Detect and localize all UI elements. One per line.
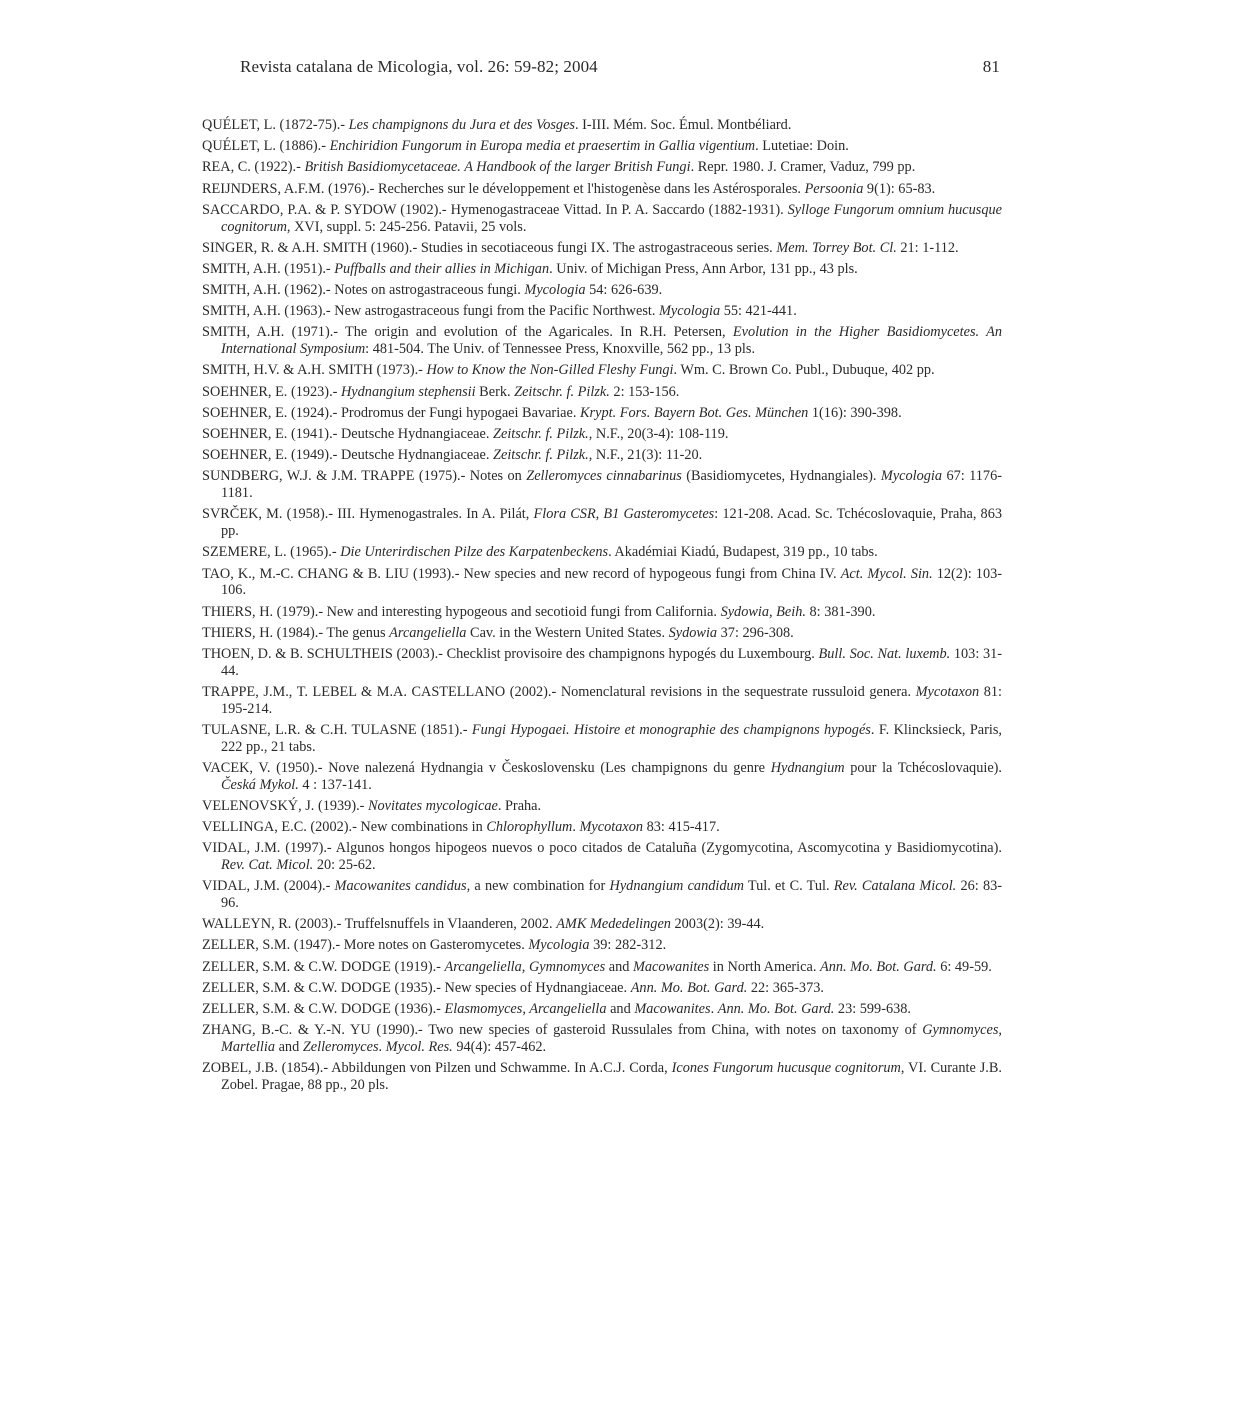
reference-text-segment: REA, C. (1922).- xyxy=(202,159,305,176)
reference-entry xyxy=(202,384,1002,401)
reference-entry xyxy=(202,506,1002,540)
reference-italic-segment: Hydnangium candidum xyxy=(609,878,744,895)
reference-list xyxy=(202,117,1002,1098)
reference-text-segment: , N.F., 20(3-4): 108-119. xyxy=(588,426,729,443)
reference-text-segment: VIDAL, J.M. (2004).- xyxy=(202,878,335,895)
reference-entry xyxy=(202,798,1002,815)
reference-italic-segment: Evolution in the Higher Basidiomycetes. An International Symposium xyxy=(221,324,1002,358)
reference-text-segment: 8: 381-390. xyxy=(805,603,876,620)
reference-text-segment: ZELLER, S.M. & C.W. DODGE (1936).- xyxy=(202,1000,445,1017)
reference-text-segment: SOEHNER, E. (1941).- Deutsche Hydnangiaceae. xyxy=(202,426,494,443)
reference-text-segment: SMITH, A.H. (1971).- The origin and evolution of the Agaricales. In R.H. Petersen, xyxy=(202,324,733,341)
reference-entry xyxy=(202,362,1002,379)
reference-entry xyxy=(202,840,1002,874)
reference-text-segment: , XVI, suppl. 5: 245-256. Patavii, 25 vols. xyxy=(286,218,527,235)
reference-text-segment: . xyxy=(378,1038,386,1055)
reference-text-segment: ZOBEL, J.B. (1854).- Abbildungen von Pilzen und Schwamme. In A.C.J. Corda, xyxy=(202,1060,672,1077)
reference-italic-segment: Sydowia xyxy=(668,624,718,641)
reference-entry xyxy=(202,684,1002,718)
reference-text-segment: SVRČEK, M. (1958).- III. Hymenogastrales. In A. Pilát, xyxy=(202,506,534,523)
reference-text-segment: : 121-208. Acad. Sc. Tchécoslovaquie, Praha, 863 pp. xyxy=(221,506,1002,540)
reference-italic-segment: Fungi Hypogaei. Histoire et monographie des champignons hypogés xyxy=(471,721,871,738)
reference-italic-segment: Rev. Catalana Micol. xyxy=(833,878,957,895)
reference-text-segment: and xyxy=(606,1000,635,1017)
reference-entry xyxy=(202,282,1002,299)
reference-italic-segment: Les champignons du Jura et des Vosges xyxy=(348,117,575,133)
reference-entry xyxy=(202,878,1002,912)
reference-entry xyxy=(202,1022,1002,1056)
reference-entry xyxy=(202,544,1002,561)
journal-citation: Revista catalana de Micologia, vol. 26: 59-82; 2004 xyxy=(240,57,598,76)
reference-italic-segment: Icones Fungorum hucusque cognitorum xyxy=(671,1060,901,1077)
reference-text-segment: . Lutetiae: Doin. xyxy=(755,138,849,155)
reference-text-segment: 83: 415-417. xyxy=(643,819,720,836)
reference-text-segment: 67: 1176-1181. xyxy=(221,468,1002,502)
reference-entry xyxy=(202,117,1002,134)
reference-text-segment: 23: 599-638. xyxy=(834,1000,911,1017)
reference-text-segment: 103: 31-44. xyxy=(221,645,1003,679)
reference-italic-segment: Zeitschr. f. Pilzk. xyxy=(514,383,610,400)
reference-text-segment: 21: 1-112. xyxy=(896,239,959,256)
reference-text-segment: , VI. Curante J.B. Zobel. Pragae, 88 pp., 20 pls. xyxy=(221,1060,1002,1093)
reference-italic-segment: Macowanites xyxy=(634,1000,711,1017)
reference-italic-segment: British Basidiomycetaceae. A Handbook of the larger British Fungi xyxy=(304,159,691,176)
reference-text-segment: 2: 153-156. xyxy=(609,383,680,400)
reference-text-segment: VIDAL, J.M. (1997).- Algunos hongos hipogeos nuevos o poco citados de Cataluña (Zygomycotina, Ascomycotina y Basidiomycotina). xyxy=(202,840,1002,857)
reference-text-segment: SOEHNER, E. (1949).- Deutsche Hydnangiaceae. xyxy=(202,447,494,464)
reference-text-segment: QUÉLET, L. (1886).- xyxy=(202,138,330,155)
reference-entry xyxy=(202,959,1002,976)
reference-text-segment: SUNDBERG, W.J. & J.M. TRAPPE (1975).- Notes on xyxy=(202,468,527,485)
reference-entry xyxy=(202,625,1002,642)
reference-text-segment: . Praha. xyxy=(497,797,542,814)
reference-text-segment: SOEHNER, E. (1923).- xyxy=(202,383,341,400)
reference-italic-segment: Mycotaxon xyxy=(579,819,644,836)
reference-italic-segment: Mycologia xyxy=(880,468,943,485)
reference-italic-segment: Sydowia, Beih. xyxy=(720,603,806,620)
reference-entry xyxy=(202,1001,1002,1018)
reference-text-segment: 20: 25-62. xyxy=(313,857,376,874)
reference-text-segment: 26: 83-96. xyxy=(221,878,1003,912)
reference-italic-segment: Mycol. Res. xyxy=(385,1038,453,1055)
reference-italic-segment: Die Unterirdischen Pilze des Karpatenbeckens xyxy=(340,544,609,561)
reference-italic-segment: Ann. Mo. Bot. Gard. xyxy=(820,958,937,975)
reference-italic-segment: Bull. Soc. Nat. luxemb. xyxy=(818,645,951,662)
reference-text-segment: SINGER, R. & A.H. SMITH (1960).- Studies in secotiaceous fungi IX. The astrogastraceous series. xyxy=(202,239,777,256)
reference-italic-segment: AMK Mededelingen xyxy=(556,916,671,933)
reference-entry xyxy=(202,604,1002,621)
reference-text-segment: . xyxy=(572,819,580,836)
reference-text-segment: ZHANG, B.-C. & Y.-N. YU (1990).- Two new species of gasteroid Russulales from China, with notes on taxonomy of xyxy=(202,1022,923,1039)
reference-text-segment: VACEK, V. (1950).- Nove nalezená Hydnangia v Československu (Les champignons du genre xyxy=(202,759,771,776)
reference-italic-segment: Rev. Cat. Micol. xyxy=(221,857,314,874)
reference-italic-segment: Mem. Torrey Bot. Cl. xyxy=(776,239,897,256)
reference-text-segment: WALLEYN, R. (2003).- Truffelsnuffels in Vlaanderen, 2002. xyxy=(202,916,557,933)
reference-italic-segment: Sylloge Fungorum omnium hucusque cognitorum xyxy=(221,201,1002,235)
reference-italic-segment: Ann. Mo. Bot. Gard. xyxy=(630,979,748,996)
reference-italic-segment: Česká Mykol. xyxy=(221,776,299,793)
reference-text-segment: 54: 626-639. xyxy=(585,282,663,299)
reference-text-segment: 55: 421-441. xyxy=(720,303,797,320)
reference-text-segment: , a new combination for xyxy=(466,878,610,895)
reference-text-segment: and xyxy=(275,1038,303,1055)
reference-text-segment: VELLINGA, E.C. (2002).- New combinations in xyxy=(202,819,487,836)
reference-italic-segment: Persoonia xyxy=(804,180,864,197)
reference-entry xyxy=(202,159,1002,176)
reference-italic-segment: Gymnomyces, Martellia xyxy=(221,1022,1002,1055)
reference-text-segment: 81: 195-214. xyxy=(221,683,1003,717)
reference-text-segment: SMITH, A.H. (1962).- Notes on astrogastraceous fungi. xyxy=(202,282,525,299)
reference-text-segment: TULASNE, L.R. & C.H. TULASNE (1851).- xyxy=(202,721,472,738)
reference-italic-segment: Mycologia xyxy=(528,937,590,954)
reference-entry xyxy=(202,916,1002,933)
reference-entry xyxy=(202,181,1002,198)
reference-entry xyxy=(202,202,1002,236)
reference-entry xyxy=(202,760,1002,794)
reference-text-segment: REIJNDERS, A.F.M. (1976).- Recherches sur le développement et l'histogenèse dans les Astérosporales. xyxy=(202,180,805,197)
reference-text-segment: 39: 282-312. xyxy=(589,937,667,954)
reference-text-segment: . Repr. 1980. J. Cramer, Vaduz, 799 pp. xyxy=(690,159,916,176)
reference-italic-segment: How to Know the Non-Gilled Fleshy Fungi xyxy=(426,362,674,379)
reference-text-segment: 9(1): 65-83. xyxy=(863,180,936,197)
reference-italic-segment: Mycologia xyxy=(659,303,721,320)
reference-text-segment: ZELLER, S.M. (1947).- More notes on Gasteromycetes. xyxy=(202,937,529,954)
reference-text-segment: VELENOVSKÝ, J. (1939).- xyxy=(202,797,368,814)
reference-text-segment: 12(2): 103-106. xyxy=(221,565,1002,599)
reference-entry xyxy=(202,324,1002,358)
reference-text-segment: : 481-504. The Univ. of Tennessee Press, Knoxville, 562 pp., 13 pls. xyxy=(365,341,756,358)
reference-italic-segment: Mycotaxon xyxy=(915,683,980,700)
reference-text-segment: and xyxy=(605,958,633,975)
reference-italic-segment: Zelleromyces cinnabarinus xyxy=(526,468,682,485)
reference-entry xyxy=(202,405,1002,422)
reference-italic-segment: Arcangeliella xyxy=(389,624,467,641)
reference-italic-segment: Zeitschr. f. Pilzk. xyxy=(493,426,589,443)
reference-entry xyxy=(202,447,1002,464)
reference-text-segment: SACCARDO, P.A. & P. SYDOW (1902).- Hymenogastraceae Vittad. In P. A. Saccardo (1882-1931). xyxy=(202,201,788,218)
reference-entry xyxy=(202,138,1002,155)
reference-text-segment: QUÉLET, L. (1872-75).- xyxy=(202,117,349,133)
reference-italic-segment: Puffballs and their allies in Michigan xyxy=(334,260,550,277)
reference-entry xyxy=(202,468,1002,502)
reference-italic-segment: Macowanites xyxy=(632,958,710,975)
reference-text-segment: 2003(2): 39-44. xyxy=(670,916,765,933)
reference-entry xyxy=(202,980,1002,997)
reference-italic-segment: Enchiridion Fungorum in Europa media et praesertim in Gallia vigentium xyxy=(329,138,756,155)
reference-italic-segment: Krypt. Fors. Bayern Bot. Ges. München xyxy=(580,404,809,421)
reference-text-segment: ZELLER, S.M. & C.W. DODGE (1935).- New species of Hydnangiaceae. xyxy=(202,979,631,996)
reference-text-segment: SMITH, A.H. (1951).- xyxy=(202,260,335,277)
reference-text-segment: 1(16): 390-398. xyxy=(808,404,902,421)
reference-text-segment: pour la Tchécoslovaquie). xyxy=(844,759,1003,776)
page-number: 81 xyxy=(982,57,1000,76)
reference-text-segment: 4 : 137-141. xyxy=(298,776,372,793)
reference-italic-segment: Macowanites candidus xyxy=(334,878,467,895)
reference-text-segment: , N.F., 21(3): 11-20. xyxy=(588,447,703,464)
reference-italic-segment: Ann. Mo. Bot. Gard. xyxy=(717,1000,835,1017)
reference-text-segment: . Univ. of Michigan Press, Ann Arbor, 131 pp., 43 pls. xyxy=(549,260,858,277)
reference-entry xyxy=(202,303,1002,320)
running-header xyxy=(240,57,1000,83)
reference-text-segment: (Basidiomycetes, Hydnangiales). xyxy=(681,468,881,485)
reference-text-segment: SMITH, H.V. & A.H. SMITH (1973).- xyxy=(202,362,427,379)
reference-italic-segment: Chlorophyllum xyxy=(486,819,573,836)
reference-italic-segment: Zeitschr. f. Pilzk. xyxy=(493,447,589,464)
reference-text-segment: Tul. et C. Tul. xyxy=(743,878,834,895)
reference-text-segment: . xyxy=(710,1000,718,1017)
reference-italic-segment: Arcangeliella, Gymnomyces xyxy=(444,958,606,975)
reference-text-segment: ZELLER, S.M. & C.W. DODGE (1919).- xyxy=(202,958,445,975)
reference-italic-segment: Novitates mycologicae xyxy=(368,797,498,814)
reference-text-segment: 6: 49-59. xyxy=(936,958,992,975)
reference-text-segment: SMITH, A.H. (1963).- New astrogastraceous fungi from the Pacific Northwest. xyxy=(202,303,659,320)
reference-entry xyxy=(202,819,1002,836)
reference-text-segment: SZEMERE, L. (1965).- xyxy=(202,544,341,561)
reference-text-segment: TRAPPE, J.M., T. LEBEL & M.A. CASTELLANO (2002).- Nomenclatural revisions in the sequestrate russuloid genera. xyxy=(202,683,916,700)
reference-text-segment: THOEN, D. & B. SCHULTHEIS (2003).- Checklist provisoire des champignons hypogés du Luxembourg. xyxy=(202,645,819,662)
reference-text-segment: 37: 296-308. xyxy=(717,624,794,641)
reference-italic-segment: Hydnangium xyxy=(770,759,845,776)
reference-entry xyxy=(202,566,1002,600)
reference-entry xyxy=(202,1060,1002,1094)
reference-text-segment: in North America. xyxy=(709,958,820,975)
reference-text-segment: THIERS, H. (1984).- The genus xyxy=(202,624,390,641)
reference-text-segment: . F. Klincksieck, Paris, 222 pp., 21 tabs. xyxy=(221,721,1002,755)
reference-text-segment: THIERS, H. (1979).- New and interesting hypogeous and secotioid fungi from California. xyxy=(202,603,721,620)
reference-entry xyxy=(202,261,1002,278)
reference-italic-segment: Elasmomyces, Arcangeliella xyxy=(444,1000,607,1017)
reference-entry xyxy=(202,722,1002,756)
reference-italic-segment: Act. Mycol. Sin. xyxy=(840,565,933,582)
reference-italic-segment: Zelleromyces xyxy=(302,1038,379,1055)
reference-entry xyxy=(202,937,1002,954)
reference-entry xyxy=(202,646,1002,680)
reference-italic-segment: Mycologia xyxy=(524,282,586,299)
reference-text-segment: . Wm. C. Brown Co. Publ., Dubuque, 402 pp. xyxy=(673,362,935,379)
reference-text-segment: Cav. in the Western United States. xyxy=(466,624,669,641)
reference-text-segment: Berk. xyxy=(475,383,515,400)
reference-text-segment: SOEHNER, E. (1924).- Prodromus der Fungi hypogaei Bavariae. xyxy=(202,404,581,421)
reference-italic-segment: Hydnangium stephensii xyxy=(340,383,476,400)
reference-text-segment: . Akadémiai Kiadú, Budapest, 319 pp., 10 tabs. xyxy=(608,544,878,561)
reference-text-segment: TAO, K., M.-C. CHANG & B. LIU (1993).- New species and new record of hypogeous fungi from China IV. xyxy=(202,565,841,582)
reference-text-segment: 22: 365-373. xyxy=(747,979,824,996)
reference-italic-segment: Flora CSR, B1 Gasteromycetes xyxy=(533,506,715,523)
reference-text-segment: 94(4): 457-462. xyxy=(452,1038,547,1055)
reference-entry xyxy=(202,240,1002,257)
reference-entry xyxy=(202,426,1002,443)
reference-text-segment: . I-III. Mém. Soc. Émul. Montbéliard. xyxy=(575,117,792,133)
